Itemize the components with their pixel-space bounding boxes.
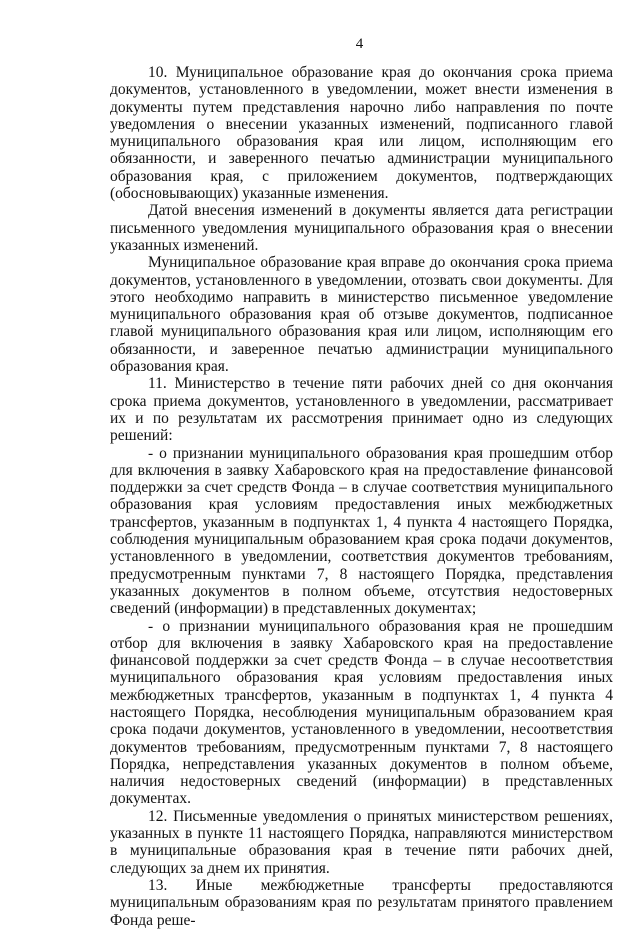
paragraph-10-withdrawal: Муниципальное образование края вправе до окончания срока приема документов, установленного в уведомлении, отозвать свои документы. Для этого необходимо направить в министерство письменное уведомление муниципального образования края об отзыве документов, подписанное главой муниципального образования края или лицом, исполняющим его обязанности, и заверенное печатью администрации муниципального образования края. (110, 254, 613, 376)
paragraph-10: 10. Муниципальное образование края до окончания срока приема документов, установленного в уведомлении, может внести изменения в документы путем представления нарочно либо направления по почте уведомления о внесении указанных изменений, подписанного главой муниципального образования края или лицом, исполняющим его обязанности, и заверенного печатью администрации муниципального образования края, с приложением документов, подтверждающих (обосновывающих) указанные изменения. (110, 64, 613, 203)
page-number: 4 (355, 36, 364, 52)
paragraph-13: 13. Иные межбюджетные трансферты предоставляются муниципальным образованиям края по результатам принятого правлением Фонда реше- (110, 876, 613, 929)
paragraph-10-date-of-changes: Датой внесения изменений в документы является дата регистрации письменного уведомления муниципального образования края о внесении указанных изменений. (110, 202, 613, 254)
paragraph-12: 12. Письменные уведомления о принятых министерством решениях, указанных в пункте 11 настоящего Порядка, направляются министерством в муниципальные образования края в течение пяти рабочих дней, следующих за днем их принятия. (110, 807, 613, 877)
paragraph-11-decision-not-passed: - о признании муниципального образования края не прошедшим отбор для включения в заявку Хабаровского края на предоставление финансовой поддержки за счет средств Фонда – в случае несоответствия муниципального образования края условиям предоставления иных межбюджетных трансфертов, указанным в подпунктах 1, 4 пункта 4 настоящего Порядка, несоблюдения муниципальным образованием края срока подачи документов, установленного в уведомлении, несоответствия документов требованиям, предусмотренным пунктами 7, 8 настоящего Порядка, непредставления указанных документов в полном объеме, наличия недостоверных сведений (информации) в представленных документах. (110, 617, 613, 808)
paragraph-11: 11. Министерство в течение пяти рабочих дней со дня окончания срока приема документов, установленного в уведомлении, рассматривает их и по результатам их рассмотрения принимает одно из следующих решений: (110, 375, 613, 445)
paragraph-11-decision-passed: - о признании муниципального образования края прошедшим отбор для включения в заявку Хабаровского края на предоставление финансовой поддержки за счет средств Фонда – в случае соответствия муниципального образования края условиям предоставления иных межбюджетных трансфертов, указанным в подпунктах 1, 4 пункта 4 настоящего Порядка, соблюдения муниципальным образованием края срока подачи документов, установленного в уведомлении, соответствия документов требованиям, предусмотренным пунктами 7, 8 настоящего Порядка, представления указанных документов в полном объеме, отсутствия недостоверных сведений (информации) в представленных документах; (110, 444, 613, 618)
